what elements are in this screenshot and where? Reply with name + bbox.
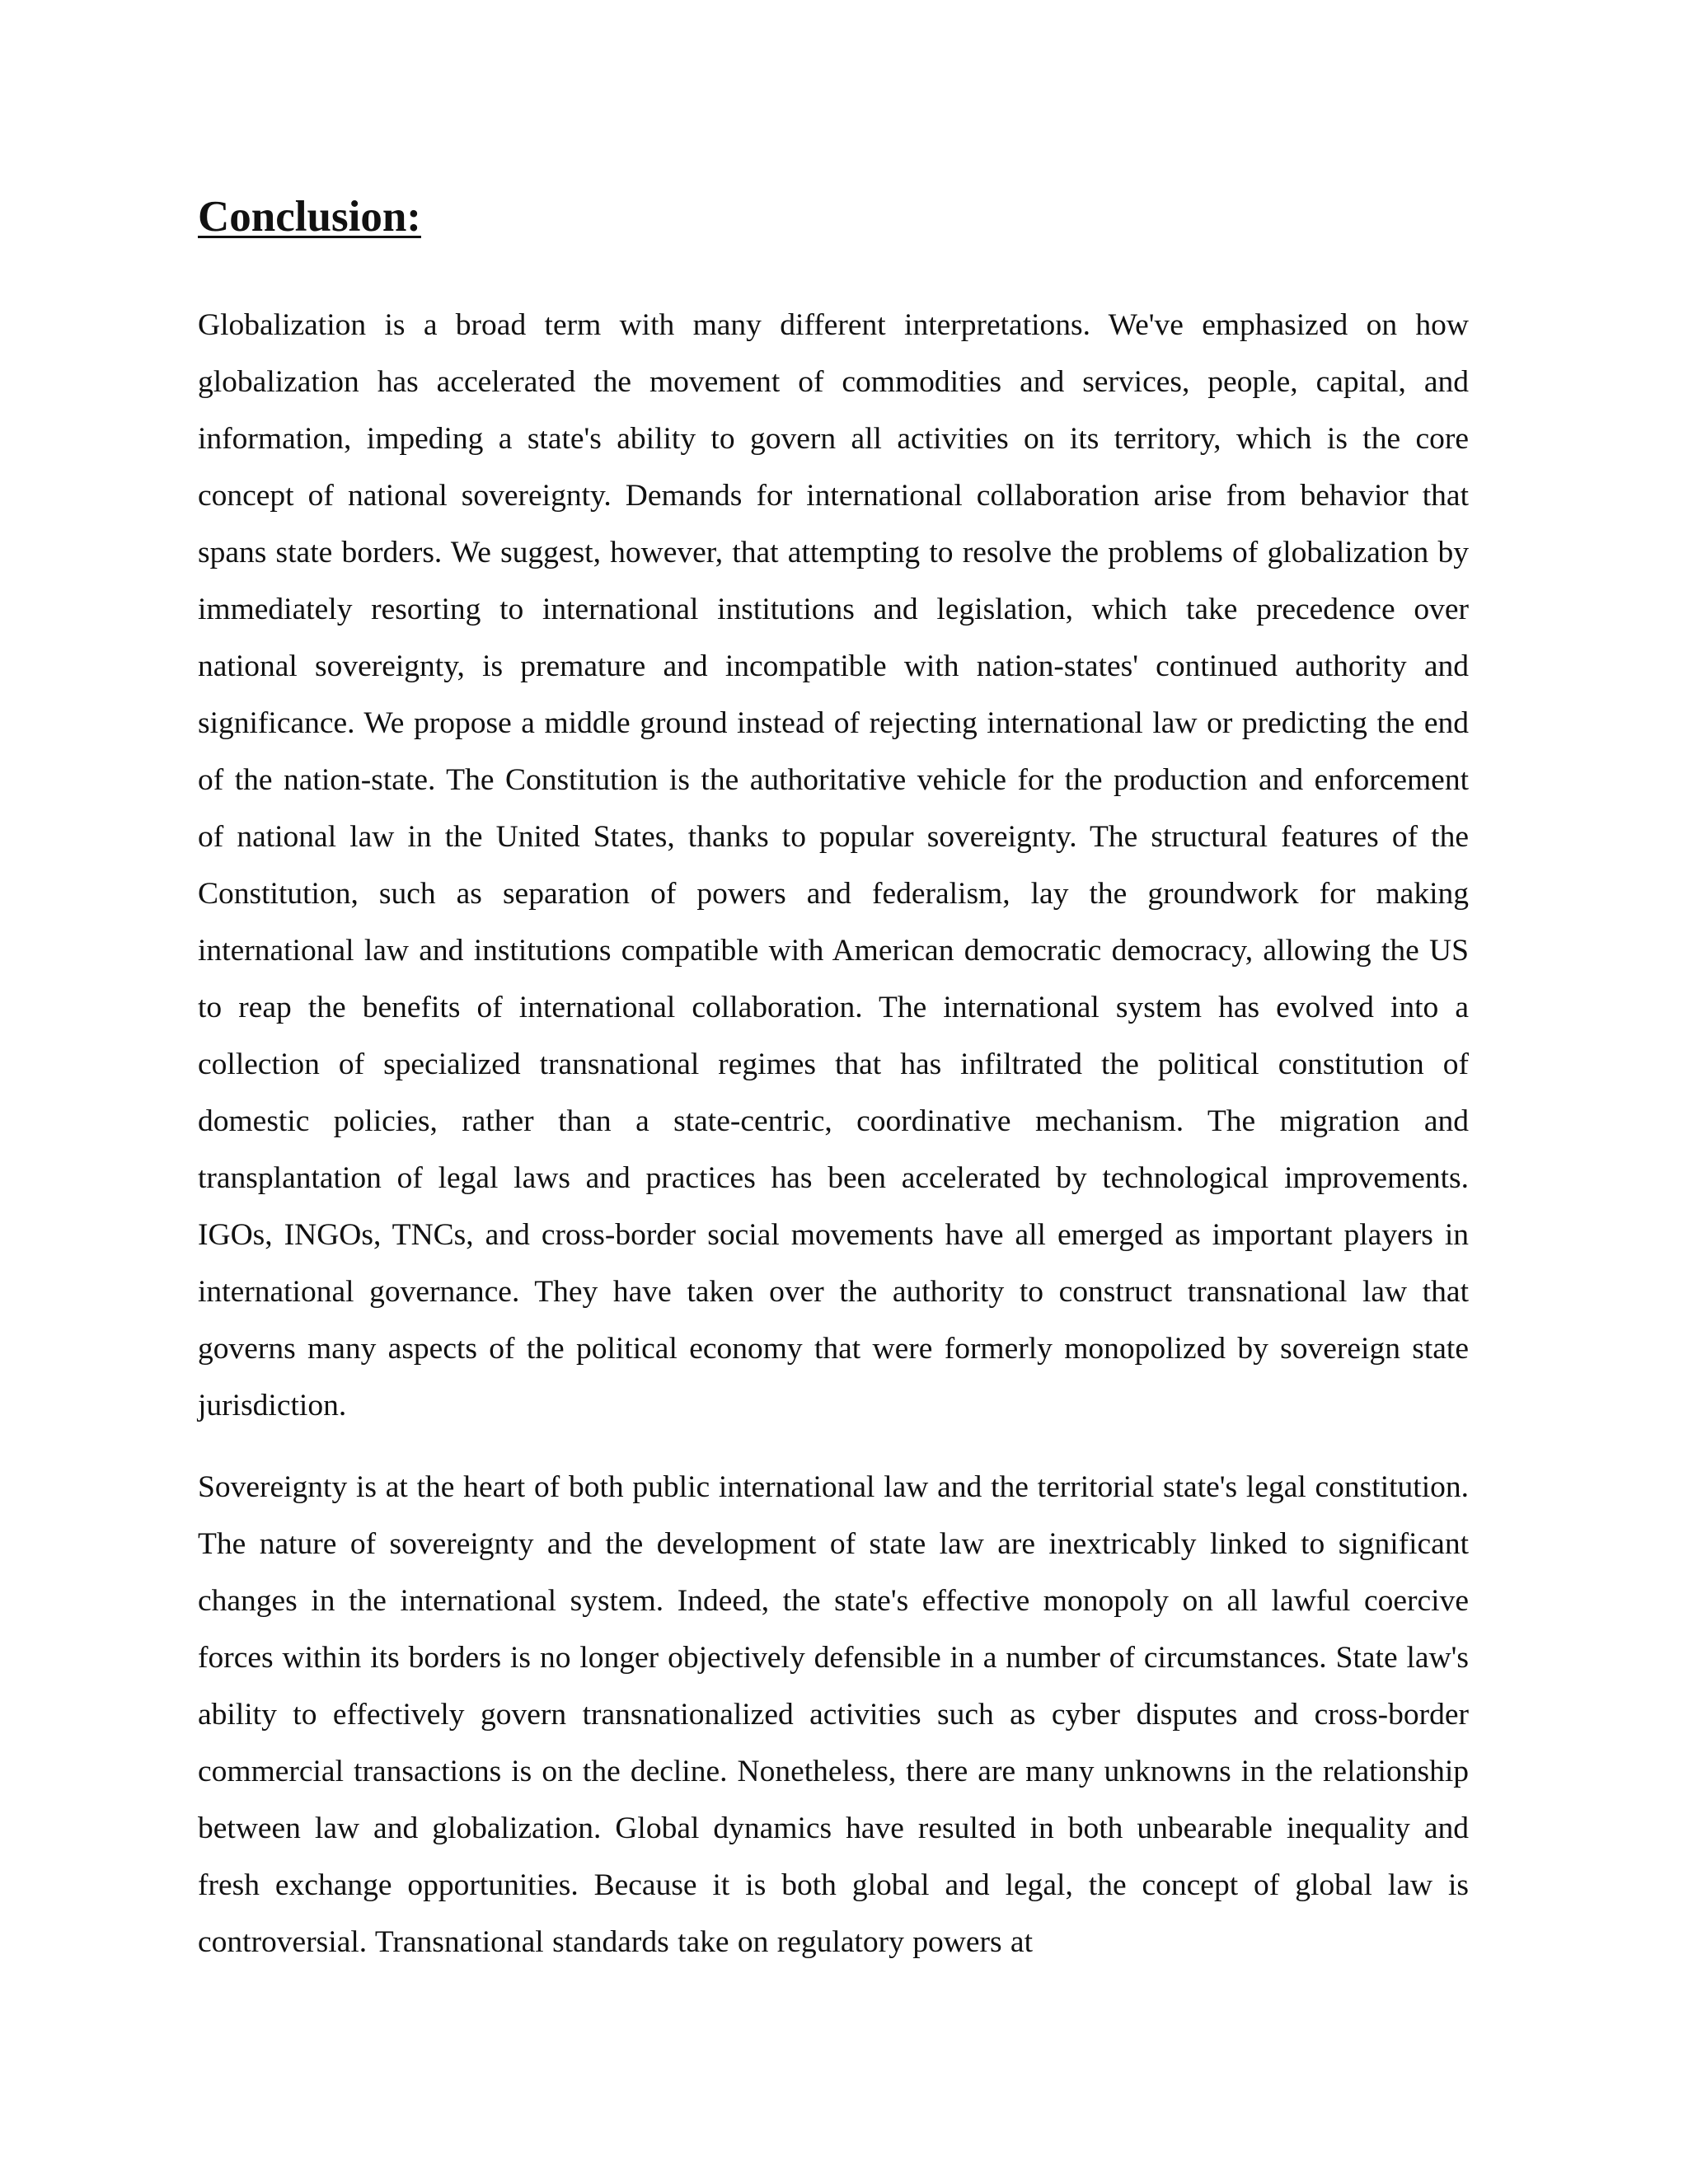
body-paragraph: Globalization is a broad term with many different interpretations. We've emphasized on how globalization has accelerated the movement of commodities and services, people, capital, and information, impeding a state's ability to govern all activities on its territory, which is the core concept of national sovereignty. Demands for international collaboration arise from behavior that spans state borders. We suggest, however, that attempting to resolve the problems of globalization by immediately resorting to international institutions and legislation, which take precedence over national sovereignty, is premature and incompatible with nation-states' continued authority and significance. We propose a middle ground instead of rejecting international law or predicting the end of the nation-state. The Constitution is the authoritative vehicle for the production and enforcement of national law in the United States, thanks to popular sovereignty. The structural features of the Constitution, such as separation of powers and federalism, lay the groundwork for making international law and institutions compatible with American democratic democracy, allowing the US to reap the benefits of international collaboration. The international system has evolved into a collection of specialized transnational regimes that has infiltrated the political constitution of domestic policies, rather than a state-centric, coordinative mechanism. The migration and transplantation of legal laws and practices has been accelerated by technological improvements. IGOs, INGOs, TNCs, and cross-border social movements have all emerged as important players in international governance. They have taken over the authority to construct transnational law that governs many aspects of the political economy that were formerly monopolized by sovereign state jurisdiction. xyxy=(198,308,1469,1422)
body-paragraph: Sovereignty is at the heart of both public international law and the territorial state's legal constitution. The nature of sovereignty and the development of state law are inextricably linked to significant changes in the international system. Indeed, the state's effective monopoly on all lawful coercive forces within its borders is no longer objectively defensible in a number of circumstances. State law's ability to effectively govern transnationalized activities such as cyber disputes and cross-border commercial transactions is on the decline. Nonetheless, there are many unknowns in the relationship between law and globalization. Global dynamics have resulted in both unbearable inequality and fresh exchange opportunities. Because it is both global and legal, the concept of global law is controversial. Transnational standards take on regulatory powers at xyxy=(198,1470,1469,1959)
section-heading: Conclusion: xyxy=(198,193,421,241)
